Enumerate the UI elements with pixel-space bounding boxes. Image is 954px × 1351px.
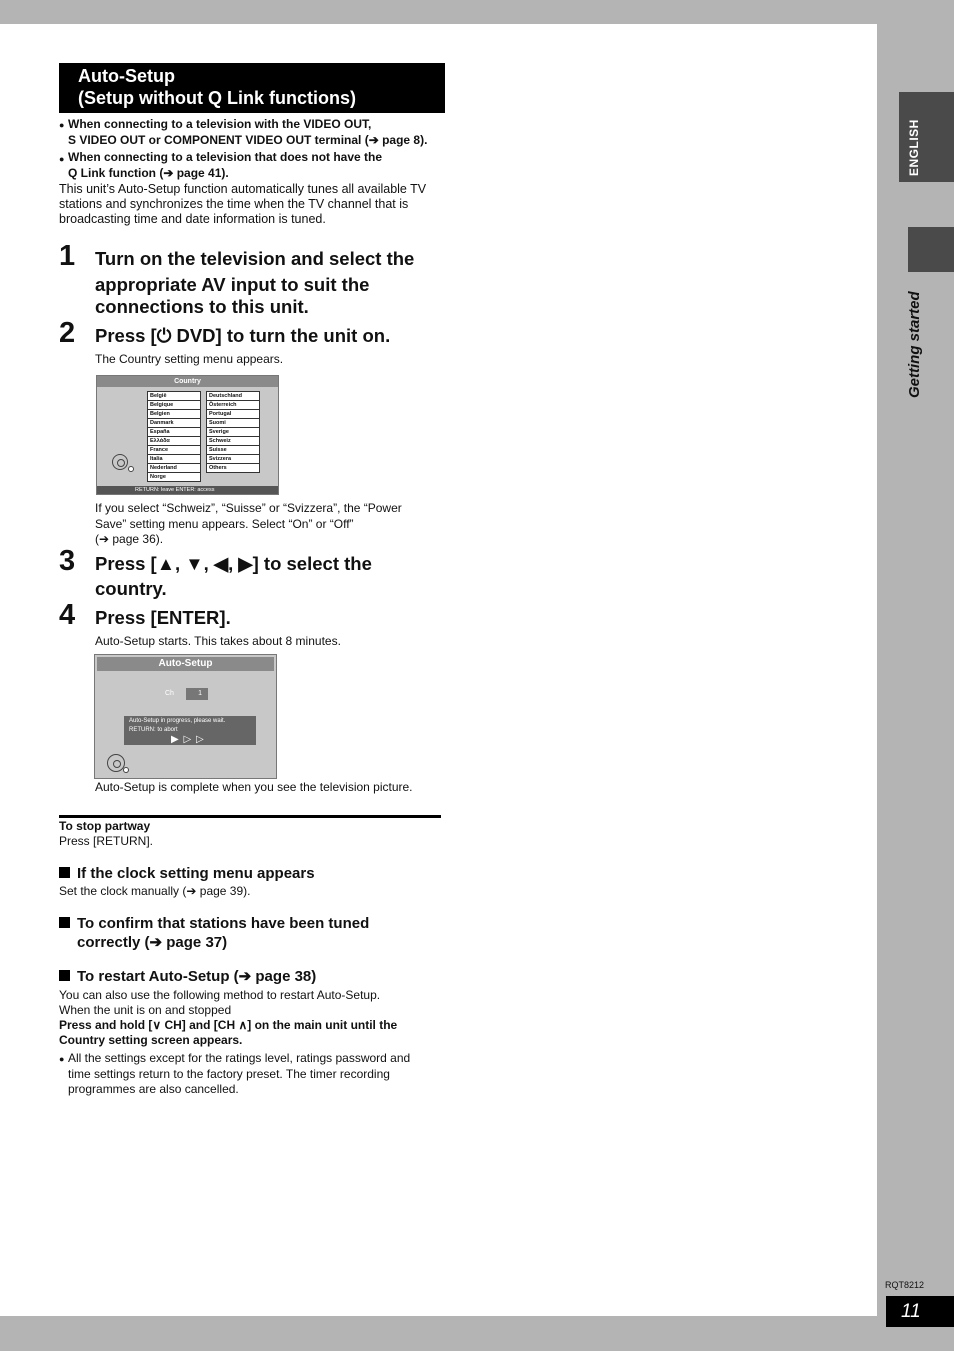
restart-bullet-line2: time settings return to the factory preset. The timer recording <box>68 1067 390 1081</box>
channel-label: Ch <box>165 690 174 697</box>
section-label: Getting started <box>906 291 923 398</box>
country-item[interactable]: Suomi <box>207 419 259 428</box>
restart-line1: You can also use the following method to restart Auto-Setup. <box>59 988 381 1002</box>
step4-line1: Press [ENTER]. <box>95 607 231 628</box>
progress-message-line2: RETURN: to abort <box>129 727 178 733</box>
step-number: 3 <box>59 545 76 577</box>
restart-bold2: Country setting screen appears. <box>59 1033 243 1047</box>
step-number: 1 <box>59 240 76 272</box>
autosetup-screen-title: Auto-Setup <box>97 657 274 671</box>
autosetup-complete-note: Auto-Setup is complete when you see the television picture. <box>95 780 413 794</box>
country-screen-footer: RETURN: leave ENTER: access <box>97 486 278 494</box>
page-title <box>59 63 445 113</box>
country-screen-title: Country <box>97 376 278 387</box>
intro-para-line2: stations and synchronizes the time when the TV channel that is <box>59 197 409 211</box>
country-item[interactable]: Deutschland <box>207 392 259 401</box>
step1-line1: Turn on the television and select the <box>95 248 415 269</box>
step-number: 4 <box>59 599 76 631</box>
intro-bullet1-line1: When connecting to a television with the VIDEO OUT, <box>68 117 372 131</box>
language-tab: ENGLISH <box>899 92 954 182</box>
country-list-left <box>147 391 201 482</box>
progress-arrows: ▶ ▷ ▷ <box>171 734 205 745</box>
country-item[interactable]: Suisse <box>207 446 259 455</box>
section-tab <box>908 227 954 272</box>
intro-bullet2-line2: Q Link function (➔ page 41). <box>68 166 229 180</box>
return-button-icon <box>128 466 134 472</box>
bottom-border <box>0 1316 954 1351</box>
confirm-heading-line2: correctly (➔ page 37) <box>77 934 228 951</box>
country-item[interactable]: Belgique <box>148 401 200 410</box>
step3-line2: country. <box>95 578 167 599</box>
restart-line2: When the unit is on and stopped <box>59 1003 232 1017</box>
autosetup-screen <box>94 654 277 779</box>
intro-para-line3: broadcasting time and date information is tuned. <box>59 212 326 226</box>
title-line2: (Setup without Q Link functions) <box>78 88 356 108</box>
confirm-heading: To confirm that stations have been tuned <box>59 914 369 933</box>
power-save-note-line2: Save” setting menu appears. Select “On” or “Off” <box>95 517 354 531</box>
country-item[interactable]: Italia <box>148 455 200 464</box>
step1-line2: appropriate AV input to suit the <box>95 274 370 295</box>
country-item[interactable]: Österreich <box>207 401 259 410</box>
power-save-note-line1: If you select “Schweiz”, “Suisse” or “Svizzera”, the “Power <box>95 501 402 515</box>
navigation-pad-icon <box>112 454 128 470</box>
square-bullet-icon <box>59 867 70 878</box>
country-item[interactable]: Svizzera <box>207 455 259 464</box>
country-list-right <box>206 391 260 473</box>
stop-text: Press [RETURN]. <box>59 834 154 848</box>
bullet-icon: ● <box>59 1054 65 1064</box>
doc-code: RQT8212 <box>885 1280 925 1290</box>
intro-para-line1: This unit’s Auto-Setup function automatically tunes all available TV <box>59 182 427 196</box>
step-number: 2 <box>59 317 76 349</box>
step3-line1: Press [▲, ▼, ◀, ▶] to select the <box>95 553 372 574</box>
top-border <box>0 0 954 24</box>
clock-heading: If the clock setting menu appears <box>59 864 315 883</box>
page-number: 11 <box>886 1296 954 1327</box>
clock-text: Set the clock manually (➔ page 39). <box>59 884 251 898</box>
country-item[interactable]: España <box>148 428 200 437</box>
restart-bullet-line3: programmes are also cancelled. <box>68 1082 239 1096</box>
square-bullet-icon <box>59 917 70 928</box>
divider <box>59 815 441 818</box>
country-item[interactable]: Schweiz <box>207 437 259 446</box>
restart-bold1: Press and hold [∨ CH] and [CH ∧] on the main unit until the <box>59 1018 398 1032</box>
bullet-icon: ● <box>59 120 65 130</box>
country-item[interactable]: Sverige <box>207 428 259 437</box>
intro-bullet2-line1: When connecting to a television that does not have the <box>68 150 383 164</box>
country-item[interactable]: Norge <box>150 474 166 480</box>
country-item[interactable]: Danmark <box>148 419 200 428</box>
country-item[interactable]: Portugal <box>207 410 259 419</box>
stop-heading: To stop partway <box>59 819 151 833</box>
restart-bullet-line1: All the settings except for the ratings level, ratings password and <box>68 1051 411 1065</box>
progress-message-line1: Auto-Setup in progress, please wait. <box>129 718 226 724</box>
intro-bullet1-line2: S VIDEO OUT or COMPONENT VIDEO OUT terminal (➔ page 8). <box>68 133 428 147</box>
channel-value: 1 <box>186 688 208 700</box>
country-item[interactable]: Belgien <box>148 410 200 419</box>
bullet-icon: ● <box>59 154 65 164</box>
country-item[interactable]: Nederland <box>148 464 200 473</box>
step2-line1: Press [⏻ DVD] to turn the unit on. <box>95 325 391 346</box>
step4-note: Auto-Setup starts. This takes about 8 minutes. <box>95 634 341 648</box>
step1-line3: connections to this unit. <box>95 296 309 317</box>
title-line1: Auto-Setup <box>78 66 175 86</box>
country-item[interactable]: France <box>148 446 200 455</box>
country-item[interactable]: Others <box>209 465 227 471</box>
return-button-icon <box>123 767 129 773</box>
country-item[interactable]: Ελλάδα <box>148 437 200 446</box>
power-save-note-line3: (➔ page 36). <box>95 532 164 546</box>
country-screen <box>96 375 279 495</box>
country-item[interactable]: België <box>148 392 200 401</box>
side-margin <box>877 0 954 1351</box>
square-bullet-icon <box>59 970 70 981</box>
step2-note: The Country setting menu appears. <box>95 352 284 366</box>
restart-heading: To restart Auto-Setup (➔ page 38) <box>59 967 316 986</box>
